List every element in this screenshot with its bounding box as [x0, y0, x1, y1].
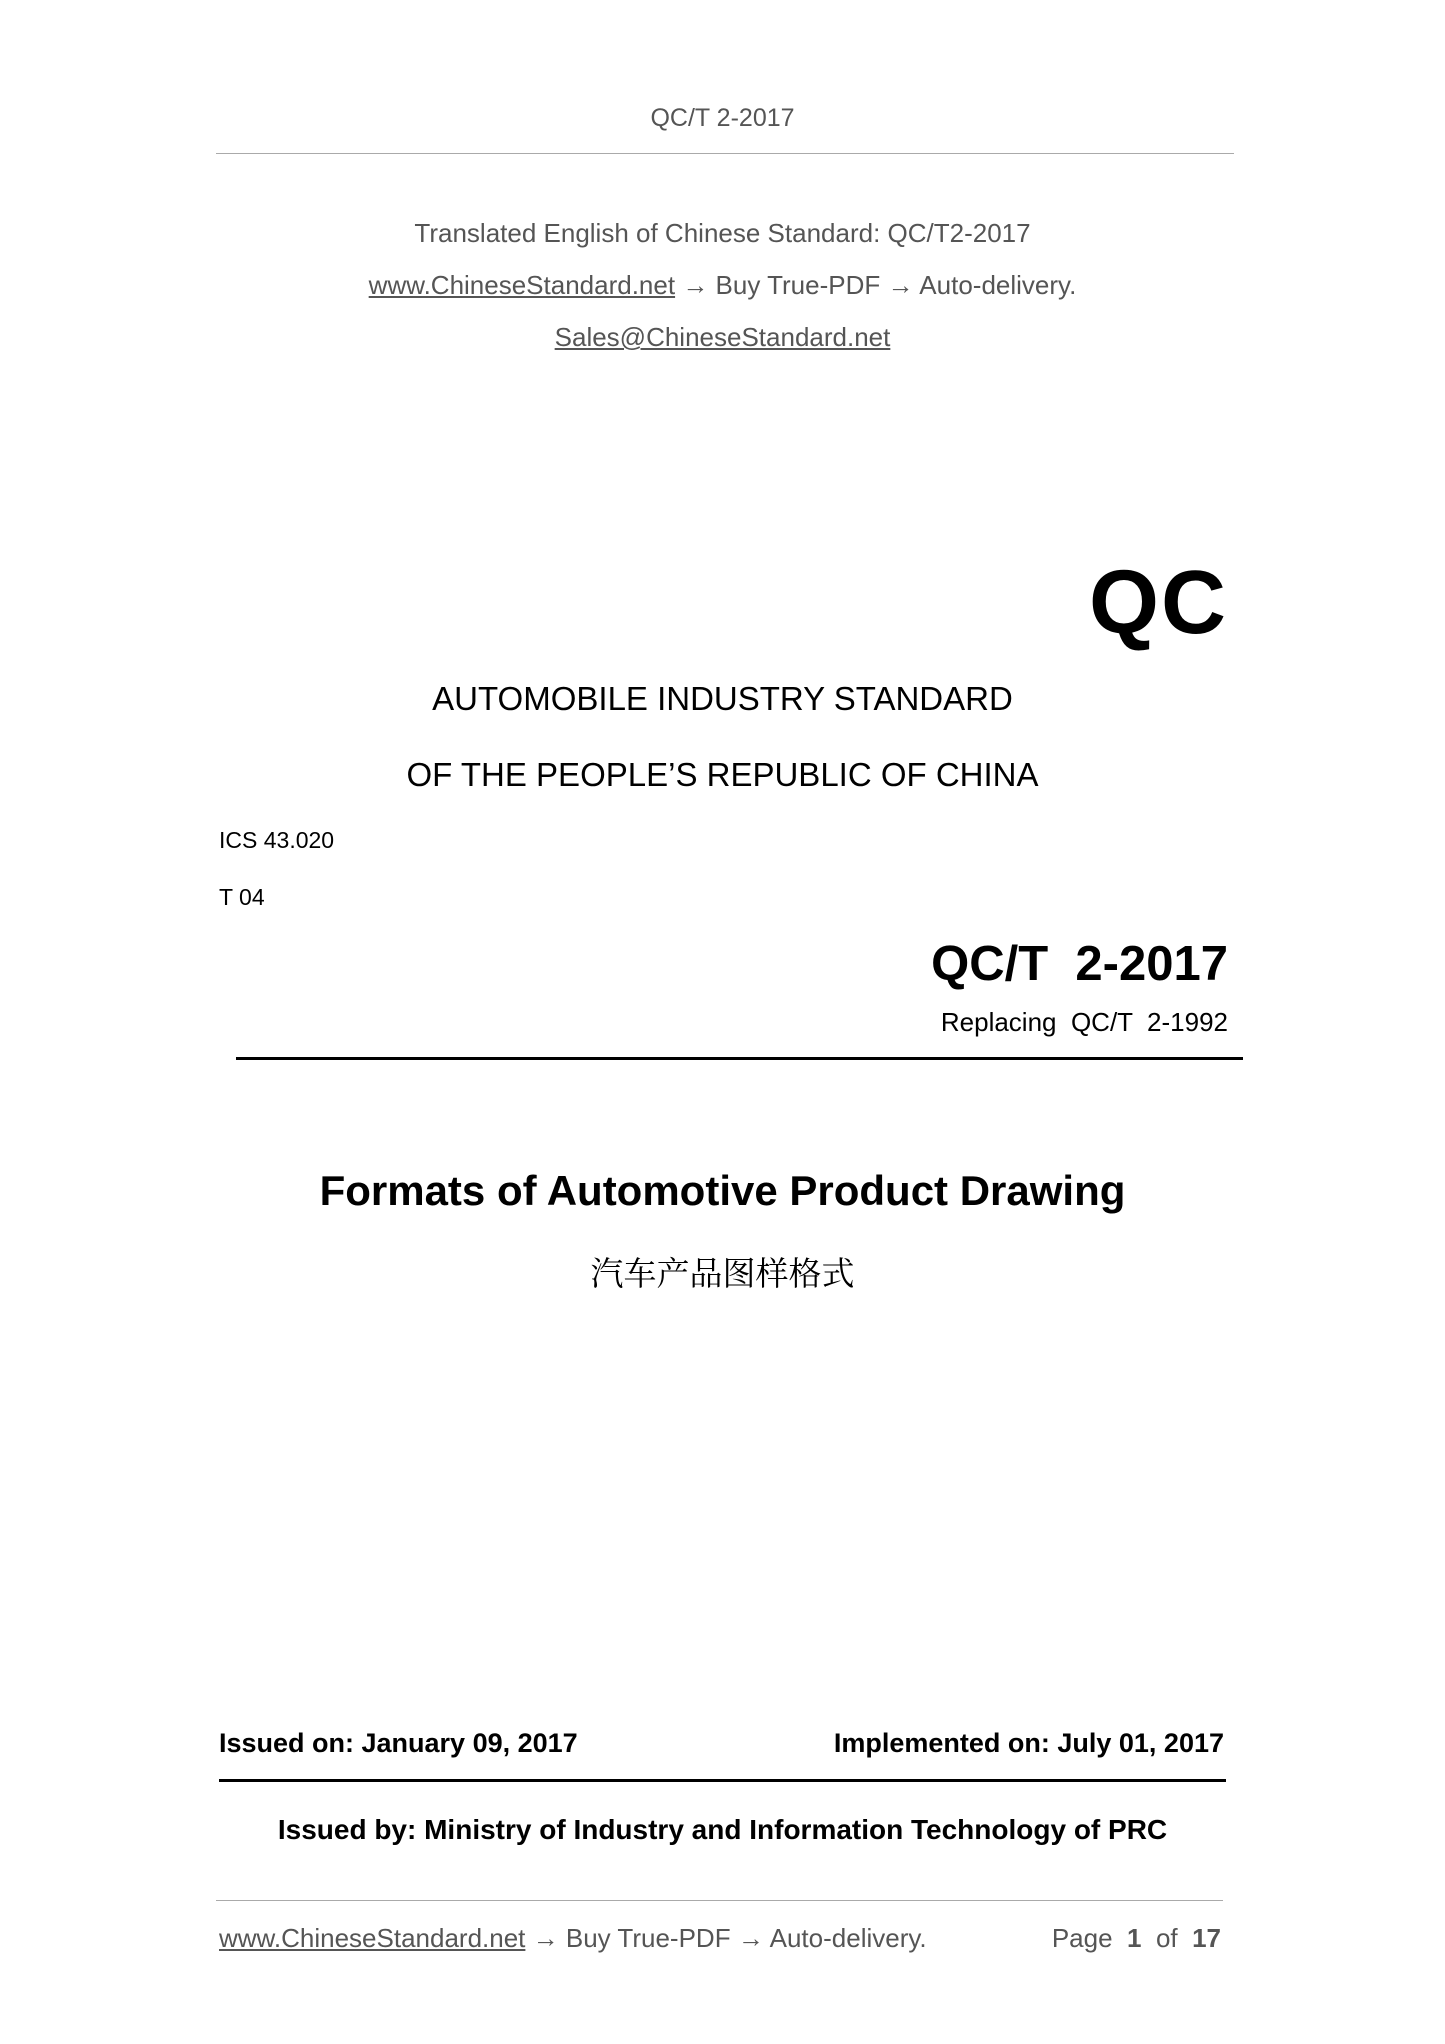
promo-email [0, 322, 1445, 353]
site-link[interactable]: www.ChineseStandard.net [368, 270, 676, 300]
buy-text: Buy True-PDF [715, 270, 881, 300]
footer-links [219, 1923, 927, 1954]
implemented-on-date: Implemented on: July 01, 2017 [833, 1728, 1224, 1758]
page-indicator [1052, 1923, 1221, 1954]
running-header: QC/T 2-2017 [650, 104, 795, 132]
auto-delivery-text: Auto-delivery. [919, 270, 1077, 300]
ics-code: ICS 43.020 [219, 827, 335, 853]
arrow-icon: → [737, 1923, 764, 1953]
arrow-icon: → [682, 270, 709, 300]
arrow-icon: → [887, 270, 914, 300]
promo-line: Translated English of Chinese Standard: QC/T2-2017 [414, 218, 1031, 248]
footer-site-link[interactable]: www.ChineseStandard.net [219, 1923, 526, 1953]
arrow-icon: → [532, 1923, 559, 1953]
dates-divider [219, 1779, 1226, 1782]
document-number: QC/T 2-2017 [931, 937, 1228, 991]
of-label: of [1155, 1923, 1178, 1953]
footer-divider [216, 1900, 1223, 1901]
replacing-note: Replacing QC/T 2-1992 [940, 1007, 1228, 1037]
title-chinese: 汽车产品图样格式 [590, 1254, 855, 1293]
page-number: 1 [1127, 1923, 1142, 1953]
footer-auto-delivery-text: Auto-delivery. [769, 1923, 927, 1953]
promo-links [0, 270, 1445, 301]
sales-email-link[interactable]: Sales@ChineseStandard.net [554, 322, 891, 352]
total-pages: 17 [1192, 1923, 1221, 1953]
standard-category: AUTOMOBILE INDUSTRY STANDARD [432, 680, 1013, 717]
qc-logo: QC [1089, 553, 1228, 653]
title-english: Formats of Automotive Product Drawing [319, 1167, 1126, 1214]
standard-country: OF THE PEOPLE’S REPUBLIC OF CHINA [406, 756, 1039, 793]
header-divider [216, 153, 1234, 154]
number-divider [236, 1057, 1243, 1060]
issuing-authority: Issued by: Ministry of Industry and Information Technology of PRC [277, 1814, 1168, 1845]
classification-code: T 04 [219, 884, 265, 910]
page-label: Page [1051, 1923, 1113, 1953]
issued-on-date: Issued on: January 09, 2017 [219, 1728, 578, 1758]
footer-buy-text: Buy True-PDF [565, 1923, 731, 1953]
